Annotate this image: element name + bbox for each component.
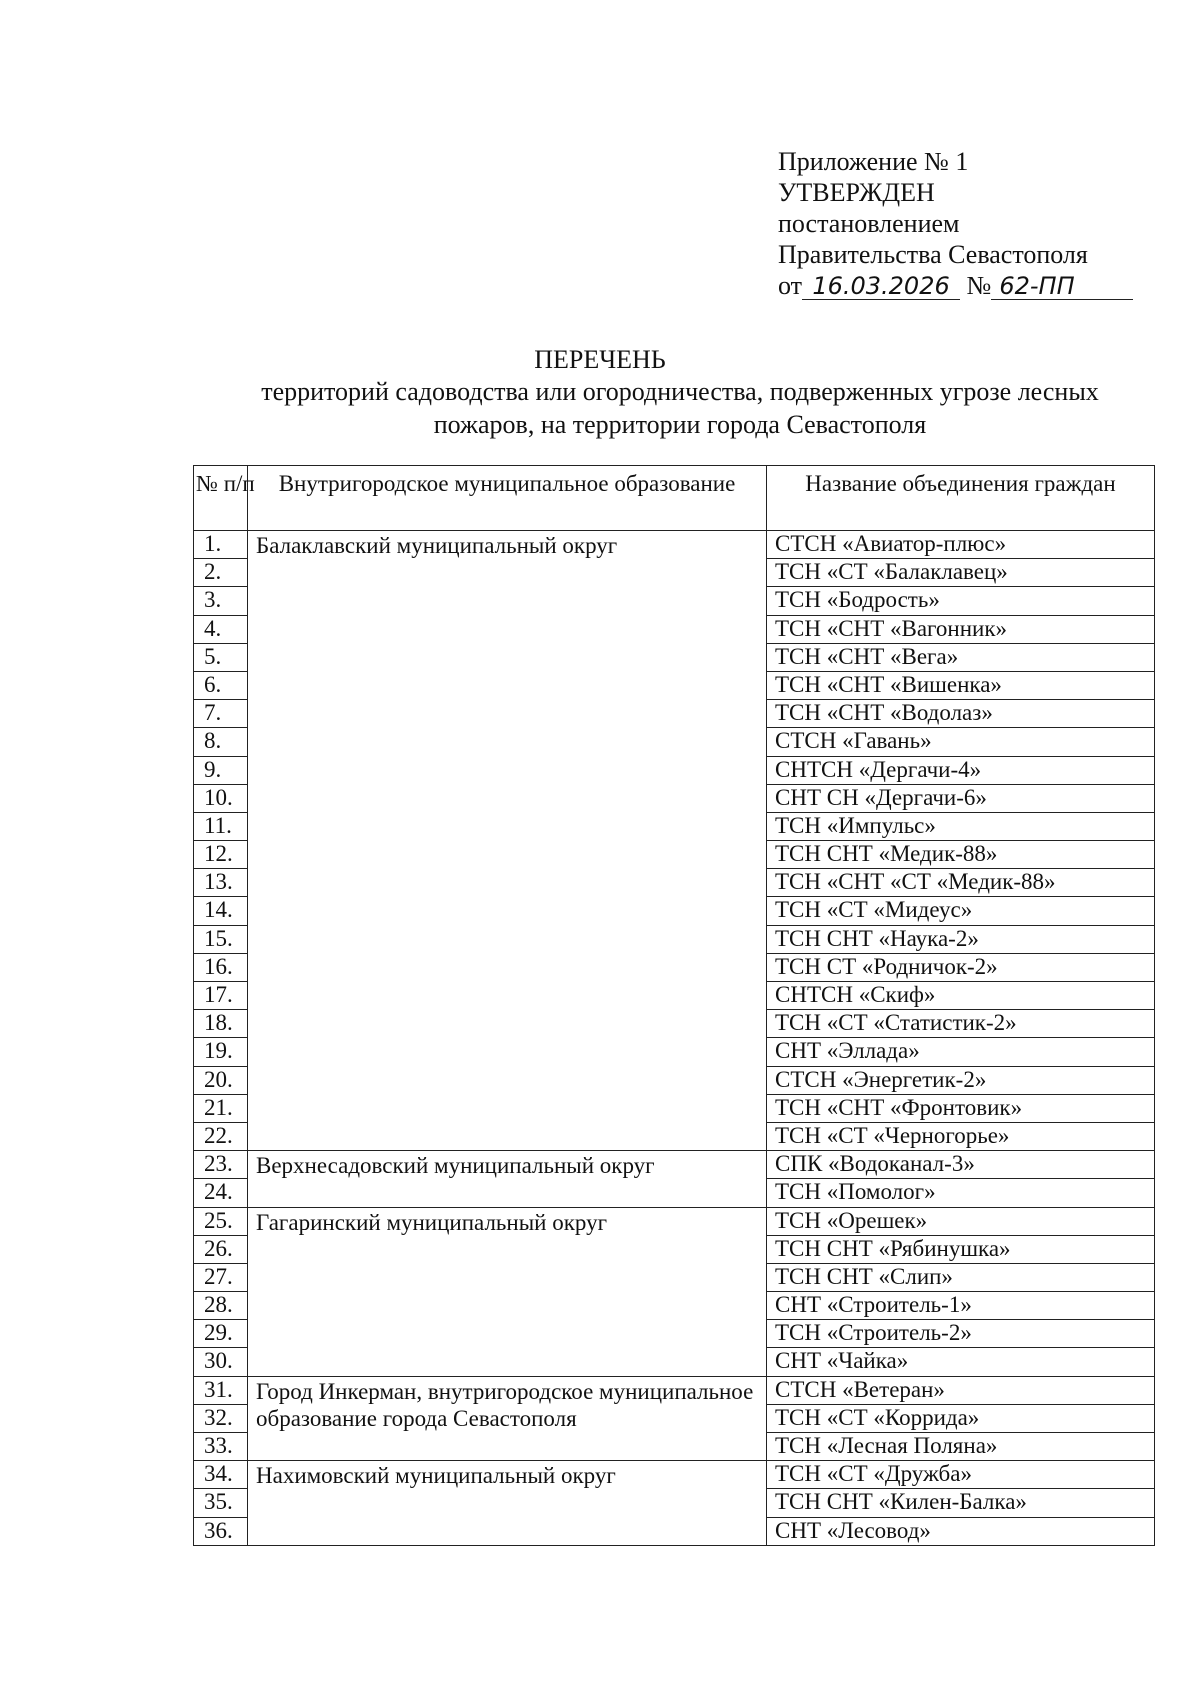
- association-name: ТСН СНТ «Наука-2»: [767, 925, 1155, 953]
- association-name: СТСН «Ветеран»: [767, 1376, 1155, 1404]
- municipality-cell: Город Инкерман, внутригородское муниципальное образование города Севастополя: [248, 1376, 767, 1461]
- association-name: СНТ «Эллада»: [767, 1038, 1155, 1066]
- row-number: 36.: [194, 1517, 248, 1545]
- row-number: 35.: [194, 1489, 248, 1517]
- association-name: ТСН СНТ «Килен-Балка»: [767, 1489, 1155, 1517]
- association-name: ТСН «СНТ «Водолаз»: [767, 700, 1155, 728]
- row-number: 12.: [194, 841, 248, 869]
- table-row: [194, 531, 1155, 559]
- municipality-cell: Гагаринский муниципальный округ: [248, 1207, 767, 1376]
- row-number: 25.: [194, 1207, 248, 1235]
- association-name: ТСН «СНТ «Вега»: [767, 643, 1155, 671]
- approval-block: [778, 146, 1178, 301]
- row-number: 6.: [194, 671, 248, 699]
- row-number: 32.: [194, 1404, 248, 1432]
- row-number: 33.: [194, 1433, 248, 1461]
- row-number: 11.: [194, 812, 248, 840]
- association-name: ТСН «Бодрость»: [767, 587, 1155, 615]
- association-name: СПК «Водоканал-3»: [767, 1151, 1155, 1179]
- row-number: 13.: [194, 869, 248, 897]
- header-association: Название объединения граждан: [767, 466, 1155, 531]
- association-name: ТСН «СТ «Мидеус»: [767, 897, 1155, 925]
- association-name: СНТ «Строитель-1»: [767, 1292, 1155, 1320]
- row-number: 5.: [194, 643, 248, 671]
- row-number: 17.: [194, 982, 248, 1010]
- row-number: 21.: [194, 1094, 248, 1122]
- row-number: 10.: [194, 784, 248, 812]
- municipality-cell: Балаклавский муниципальный округ: [248, 531, 767, 1151]
- association-name: СНТ СН «Дергачи-6»: [767, 784, 1155, 812]
- association-name: СНТ «Лесовод»: [767, 1517, 1155, 1545]
- territories-table: [193, 465, 1155, 1546]
- association-name: ТСН «СТ «Коррида»: [767, 1404, 1155, 1432]
- row-number: 3.: [194, 587, 248, 615]
- association-name: СНТСН «Скиф»: [767, 982, 1155, 1010]
- association-name: ТСН «Помолог»: [767, 1179, 1155, 1207]
- government-label: Правительства Севастополя: [778, 240, 1088, 269]
- association-name: СТСН «Гавань»: [767, 728, 1155, 756]
- association-name: СНТ «Чайка»: [767, 1348, 1155, 1376]
- decree-date-line: [778, 270, 1178, 301]
- row-number: 18.: [194, 1010, 248, 1038]
- table-header-row: [194, 466, 1155, 531]
- association-name: ТСН СТ «Родничок-2»: [767, 953, 1155, 981]
- row-number: 14.: [194, 897, 248, 925]
- header-municipality: Внутригородское муниципальное образование: [248, 466, 767, 531]
- association-name: ТСН «СТ «Черногорье»: [767, 1122, 1155, 1150]
- table-row: [194, 1376, 1155, 1404]
- row-number: 9.: [194, 756, 248, 784]
- row-number: 34.: [194, 1461, 248, 1489]
- row-number: 20.: [194, 1066, 248, 1094]
- row-number: 22.: [194, 1122, 248, 1150]
- row-number: 4.: [194, 615, 248, 643]
- association-name: ТСН «Орешек»: [767, 1207, 1155, 1235]
- row-number: 15.: [194, 925, 248, 953]
- association-name: ТСН «СНТ «Вишенка»: [767, 671, 1155, 699]
- table-row: [194, 1461, 1155, 1489]
- subtitle-line-1: территорий садоводства или огородничества, подверженных угрозе лесных: [261, 377, 1099, 406]
- row-number: 1.: [194, 531, 248, 559]
- municipality-cell: Нахимовский муниципальный округ: [248, 1461, 767, 1546]
- decree-number: 62-ПП: [991, 273, 1133, 300]
- row-number: 8.: [194, 728, 248, 756]
- by-decree-label: постановлением: [778, 209, 960, 238]
- number-prefix: №: [966, 271, 992, 300]
- document-subtitle: [200, 375, 1160, 441]
- table-row: [194, 1207, 1155, 1235]
- row-number: 23.: [194, 1151, 248, 1179]
- row-number: 31.: [194, 1376, 248, 1404]
- appendix-number: Приложение № 1: [778, 147, 969, 176]
- municipality-cell: Верхнесадовский муниципальный округ: [248, 1151, 767, 1207]
- row-number: 26.: [194, 1235, 248, 1263]
- association-name: ТСН «СТ «Статистик-2»: [767, 1010, 1155, 1038]
- association-name: ТСН «СНТ «СТ «Медик-88»: [767, 869, 1155, 897]
- association-name: СНТСН «Дергачи-4»: [767, 756, 1155, 784]
- row-number: 30.: [194, 1348, 248, 1376]
- association-name: ТСН «СТ «Балаклавец»: [767, 559, 1155, 587]
- row-number: 29.: [194, 1320, 248, 1348]
- subtitle-line-2: пожаров, на территории города Севастополя: [433, 410, 927, 439]
- row-number: 7.: [194, 700, 248, 728]
- association-name: ТСН «Импульс»: [767, 812, 1155, 840]
- row-number: 19.: [194, 1038, 248, 1066]
- row-number: 27.: [194, 1263, 248, 1291]
- decree-date: 16.03.2026: [802, 273, 960, 300]
- association-name: ТСН «СНТ «Вагонник»: [767, 615, 1155, 643]
- approved-label: УТВЕРЖДЕН: [778, 178, 935, 207]
- association-name: СТСН «Авиатор-плюс»: [767, 531, 1155, 559]
- row-number: 16.: [194, 953, 248, 981]
- table-row: [194, 1151, 1155, 1179]
- association-name: ТСН «Строитель-2»: [767, 1320, 1155, 1348]
- association-name: СТСН «Энергетик-2»: [767, 1066, 1155, 1094]
- header-number: № п/п: [194, 466, 248, 531]
- row-number: 2.: [194, 559, 248, 587]
- association-name: ТСН СНТ «Медик-88»: [767, 841, 1155, 869]
- row-number: 28.: [194, 1292, 248, 1320]
- association-name: ТСН СНТ «Слип»: [767, 1263, 1155, 1291]
- row-number: 24.: [194, 1179, 248, 1207]
- document-title: ПЕРЕЧЕНЬ: [534, 345, 666, 374]
- date-prefix: от: [778, 271, 803, 300]
- association-name: ТСН «СТ «Дружба»: [767, 1461, 1155, 1489]
- association-name: ТСН «Лесная Поляна»: [767, 1433, 1155, 1461]
- association-name: ТСН СНТ «Рябинушка»: [767, 1235, 1155, 1263]
- association-name: ТСН «СНТ «Фронтовик»: [767, 1094, 1155, 1122]
